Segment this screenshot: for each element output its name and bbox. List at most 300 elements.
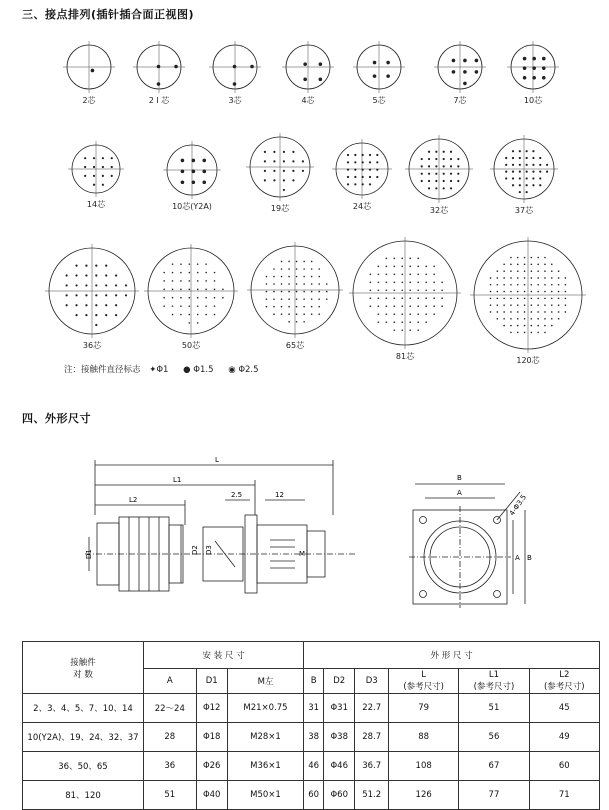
- table-header-cell: L2 (参考尺寸): [529, 669, 599, 694]
- contact-pin: [205, 314, 207, 316]
- contact-pin: [417, 313, 419, 315]
- contact-pin: [531, 291, 533, 293]
- table-cell: 88: [389, 723, 459, 752]
- dim-B-top: B: [457, 474, 462, 482]
- pin-layout-item: [246, 241, 344, 351]
- contact-pin: [302, 170, 304, 172]
- contact-pin: [417, 329, 419, 331]
- contact-pin: [551, 311, 553, 313]
- pin-layout-item: [348, 236, 462, 362]
- contact-pin: [425, 281, 427, 283]
- contact-pin: [421, 173, 423, 175]
- contact-pin: [95, 284, 97, 286]
- table-cell: 28: [144, 723, 197, 752]
- contact-pin: [75, 294, 77, 296]
- contact-pin: [266, 291, 268, 293]
- contact-pin: [417, 289, 419, 291]
- contact-pin: [296, 321, 298, 323]
- contact-pin: [435, 158, 437, 160]
- pin-layout-diagram: [67, 140, 125, 198]
- contact-pin: [517, 332, 519, 334]
- table-cell: 60: [529, 752, 599, 781]
- contact-pin: [311, 298, 313, 300]
- contact-pin: [565, 291, 567, 293]
- contact-pin: [347, 154, 349, 156]
- contact-pin: [214, 280, 216, 282]
- contact-pin: [409, 297, 411, 299]
- pin-layout-diagram: [143, 243, 239, 339]
- contact-pin: [505, 157, 507, 159]
- contact-pin: [544, 277, 546, 279]
- contact-pin: [362, 183, 364, 185]
- contact-pin: [84, 175, 86, 177]
- contact-pin: [197, 289, 199, 291]
- contact-pin: [66, 274, 68, 276]
- contact-pin: [273, 160, 275, 162]
- contact-pin: [385, 321, 387, 323]
- contact-pin: [311, 313, 313, 315]
- contact-pin: [105, 265, 107, 267]
- pin-layout-item: [281, 40, 335, 106]
- contact-pin: [393, 273, 395, 275]
- contact-pin: [417, 321, 419, 323]
- contact-pin: [202, 170, 206, 174]
- contact-pin: [409, 321, 411, 323]
- contact-pin: [517, 311, 519, 313]
- contact-pin: [441, 281, 443, 283]
- contact-pin: [163, 289, 165, 291]
- contact-pin: [524, 332, 526, 334]
- contact-pin: [401, 321, 403, 323]
- contact-pin: [189, 322, 191, 324]
- contact-pin: [303, 321, 305, 323]
- contact-pin: [512, 164, 514, 166]
- contact-pin: [401, 281, 403, 283]
- contact-pin: [544, 332, 546, 334]
- contact-pin: [75, 304, 77, 306]
- contact-pin: [115, 284, 117, 286]
- pin-layout-diagram: [132, 40, 186, 94]
- contact-pin: [517, 325, 519, 327]
- contact-pin: [311, 291, 313, 293]
- table-cell: 38: [304, 723, 324, 752]
- pin-layout-diagram: [331, 138, 393, 200]
- contact-pin: [288, 321, 290, 323]
- pin-layout-label: 5芯: [372, 96, 386, 105]
- table-cell: 67: [459, 752, 529, 781]
- contact-pin: [503, 298, 505, 300]
- contact-pin: [532, 164, 534, 166]
- contact-pin: [189, 289, 191, 291]
- contact-pin: [91, 69, 95, 73]
- contact-pin: [205, 272, 207, 274]
- table-header-cell: L1 (参考尺寸): [459, 669, 529, 694]
- contact-pin: [503, 270, 505, 272]
- contact-pin: [105, 314, 107, 316]
- contact-pin: [214, 289, 216, 291]
- dim-2-5: 2.5: [231, 491, 243, 499]
- contact-pin: [85, 294, 87, 296]
- contact-pin: [441, 297, 443, 299]
- contact-pin: [102, 184, 104, 186]
- contact-pin: [457, 173, 459, 175]
- contact-pin: [497, 298, 499, 300]
- contact-pin: [532, 171, 534, 173]
- contact-pin: [401, 258, 403, 260]
- table-cell: Φ60: [324, 781, 355, 810]
- contact-pin: [401, 289, 403, 291]
- contact-pin: [539, 184, 541, 186]
- pin-layout-item: [404, 134, 474, 216]
- contact-pin: [373, 61, 377, 65]
- contact-pin: [205, 305, 207, 307]
- contact-pin: [302, 160, 304, 162]
- contact-pin: [125, 284, 127, 286]
- contact-pin: [393, 266, 395, 268]
- contact-pin: [463, 82, 467, 86]
- contact-pin: [376, 161, 378, 163]
- contact-pin: [283, 170, 285, 172]
- contact-pin: [378, 289, 380, 291]
- contact-pin: [428, 158, 430, 160]
- contact-pin: [326, 298, 328, 300]
- contact-pin: [544, 325, 546, 327]
- pin-layout-label: 10芯: [523, 96, 543, 105]
- contact-pin: [526, 184, 528, 186]
- pin-layout-label: 4芯: [301, 96, 315, 105]
- pin-layout-diagram: [246, 241, 344, 339]
- contact-pin: [125, 294, 127, 296]
- contact-pin: [510, 277, 512, 279]
- contact-pin: [95, 274, 97, 276]
- contact-pin: [378, 305, 380, 307]
- contact-pin: [233, 65, 237, 69]
- dim-M: M: [299, 550, 306, 558]
- contact-pin: [288, 313, 290, 315]
- contact-pin: [532, 66, 536, 70]
- contact-pin: [66, 294, 68, 296]
- table-cell: 77: [459, 781, 529, 810]
- contact-pin: [443, 158, 445, 160]
- contact-pin: [296, 276, 298, 278]
- contact-pin: [519, 164, 521, 166]
- contact-pin: [281, 268, 283, 270]
- contact-pin: [401, 266, 403, 268]
- contact-pin: [443, 173, 445, 175]
- contact-pin: [510, 311, 512, 313]
- contact-pin: [347, 161, 349, 163]
- contact-pin: [102, 166, 104, 168]
- contact-pin: [537, 264, 539, 266]
- contact-pin: [281, 276, 283, 278]
- pin-layout-item: [469, 236, 587, 366]
- table-cell: 10(Y2A)、19、24、32、37: [23, 723, 144, 752]
- contact-pin: [428, 165, 430, 167]
- contact-pin: [531, 325, 533, 327]
- contact-pin: [433, 273, 435, 275]
- contact-pin: [546, 164, 548, 166]
- contact-pin: [354, 169, 356, 171]
- contact-pin: [526, 171, 528, 173]
- contact-pin: [318, 298, 320, 300]
- pin-layout-item: [44, 243, 140, 351]
- pin-layout-label: 65芯: [285, 341, 305, 350]
- contact-pin: [417, 273, 419, 275]
- contact-pin: [435, 165, 437, 167]
- contact-pin: [537, 257, 539, 259]
- contact-pin: [266, 306, 268, 308]
- contact-pin: [296, 283, 298, 285]
- note-d1: ✦Φ1: [149, 365, 169, 375]
- contact-pin: [303, 276, 305, 278]
- contact-pin: [490, 311, 492, 313]
- contact-pin: [401, 313, 403, 315]
- table-row: [23, 781, 600, 810]
- contact-pin: [524, 304, 526, 306]
- group-outline: 外 形 尺 寸: [304, 642, 600, 669]
- contact-pin: [93, 166, 95, 168]
- group-install: 安 装 尺 寸: [144, 642, 304, 669]
- contact-pin: [532, 157, 534, 159]
- contact-pin: [558, 318, 560, 320]
- contact-pin: [264, 160, 266, 162]
- contact-pin: [115, 304, 117, 306]
- contact-pin: [180, 314, 182, 316]
- contact-pin: [443, 180, 445, 182]
- contact-pin: [318, 283, 320, 285]
- note-d15: ● Φ1.5: [183, 365, 214, 375]
- contact-pin: [319, 62, 323, 66]
- contact-pin: [497, 291, 499, 293]
- contact-pin: [558, 284, 560, 286]
- contact-pin: [189, 297, 191, 299]
- contact-pin: [503, 318, 505, 320]
- contact-pin: [111, 175, 113, 177]
- contact-pin: [163, 272, 165, 274]
- contact-pin: [281, 313, 283, 315]
- table-cell: 36: [144, 752, 197, 781]
- pin-layout-label: 120芯: [516, 356, 540, 365]
- table-cell: 46: [304, 752, 324, 781]
- contact-pin: [524, 298, 526, 300]
- contact-pin: [362, 176, 364, 178]
- table-cell: 51: [459, 694, 529, 723]
- contact-pin: [510, 332, 512, 334]
- contact-pin: [189, 263, 191, 265]
- table-cell: 108: [389, 752, 459, 781]
- contact-pin: [370, 273, 372, 275]
- contact-pin: [421, 180, 423, 182]
- dim-L: L: [215, 456, 219, 464]
- contact-pin: [544, 270, 546, 272]
- pin-layout-diagram: [62, 40, 116, 94]
- contact-pin: [281, 283, 283, 285]
- contact-pin: [362, 154, 364, 156]
- contact-pin: [172, 297, 174, 299]
- contact-pin: [378, 273, 380, 275]
- contact-pin: [452, 59, 456, 63]
- table-cell: 2、3、4、5、7、10、14: [23, 694, 144, 723]
- pin-layout-label: 14芯: [86, 200, 106, 209]
- contact-pin: [519, 157, 521, 159]
- contact-pin: [157, 82, 161, 86]
- table-cell: 49: [529, 723, 599, 752]
- outline-title: 四、外形尺寸: [22, 412, 91, 425]
- contact-pin: [409, 313, 411, 315]
- contact-pin: [163, 297, 165, 299]
- pin-layout-label: 50芯: [181, 341, 201, 350]
- contact-pin: [512, 177, 514, 179]
- contact-pin: [425, 321, 427, 323]
- pin-layout-diagram: [162, 140, 222, 200]
- contact-pin: [93, 175, 95, 177]
- contact-pin: [443, 165, 445, 167]
- contact-pin: [181, 159, 185, 163]
- contact-pin: [172, 280, 174, 282]
- contact-pin: [409, 305, 411, 307]
- contact-pin: [558, 291, 560, 293]
- contact-pin: [510, 257, 512, 259]
- pin-layout-diagram: [433, 40, 487, 94]
- dim-holes: 4-Φ3.5: [508, 493, 529, 518]
- contact-pin: [378, 321, 380, 323]
- side-view-drawing: [85, 455, 375, 605]
- contact-pin: [505, 177, 507, 179]
- contact-pin: [490, 277, 492, 279]
- table-header-cell: D3: [355, 669, 389, 694]
- contact-pin: [524, 284, 526, 286]
- contact-pin: [490, 284, 492, 286]
- contact-pin: [105, 284, 107, 286]
- pin-layout-item: [489, 134, 559, 216]
- contact-pin: [347, 183, 349, 185]
- contact-pin: [425, 305, 427, 307]
- contact-pin: [433, 305, 435, 307]
- contact-pin: [180, 263, 182, 265]
- contact-pin: [519, 191, 521, 193]
- contact-pin: [273, 283, 275, 285]
- contact-pin: [347, 169, 349, 171]
- contact-pin: [385, 281, 387, 283]
- contact-pin: [551, 291, 553, 293]
- contact-pin: [401, 273, 403, 275]
- contact-pin: [273, 179, 275, 181]
- contact-pin: [551, 270, 553, 272]
- contact-pin: [75, 274, 77, 276]
- contact-pin: [542, 57, 546, 61]
- contact-pin: [441, 289, 443, 291]
- contact-pin: [102, 157, 104, 159]
- contact-pin: [222, 297, 224, 299]
- contact-pin: [311, 306, 313, 308]
- contact-pin: [517, 304, 519, 306]
- contact-pin: [370, 281, 372, 283]
- contact-pin: [519, 184, 521, 186]
- contact-pin: [417, 305, 419, 307]
- contact-pin: [524, 270, 526, 272]
- contact-pin: [510, 298, 512, 300]
- contact-pin: [197, 314, 199, 316]
- contact-pin: [376, 169, 378, 171]
- contact-pin: [273, 306, 275, 308]
- contact-pin: [531, 270, 533, 272]
- pin-layout-item: [62, 40, 116, 106]
- contact-pin: [373, 74, 377, 78]
- table-cell: 36.7: [355, 752, 389, 781]
- contact-pin: [526, 150, 528, 152]
- note-prefix: 注：接触件直径标志: [64, 365, 141, 375]
- contact-pin: [281, 306, 283, 308]
- contact-pin: [523, 76, 527, 80]
- table-cell: 28.7: [355, 723, 389, 752]
- contact-pin: [393, 281, 395, 283]
- contact-pin: [303, 62, 307, 66]
- contact-pin: [354, 161, 356, 163]
- contact-pin: [266, 283, 268, 285]
- contact-pin: [303, 291, 305, 293]
- contact-pin: [417, 281, 419, 283]
- dim-D3: D3: [205, 545, 213, 555]
- contact-pin: [283, 151, 285, 153]
- contact-pin: [281, 291, 283, 293]
- contact-pin: [362, 161, 364, 163]
- contact-pin: [558, 270, 560, 272]
- contact-pin: [264, 151, 266, 153]
- contact-pin: [433, 281, 435, 283]
- contact-pin: [281, 261, 283, 263]
- table-header-cell: D2: [324, 669, 355, 694]
- contact-pin: [433, 266, 435, 268]
- contact-pin: [197, 297, 199, 299]
- contact-pin: [524, 318, 526, 320]
- contact-pin: [369, 169, 371, 171]
- table-cell: 51.2: [355, 781, 389, 810]
- contact-pin: [544, 318, 546, 320]
- contact-pin: [425, 266, 427, 268]
- contact-pin: [475, 70, 479, 74]
- contact-pin: [526, 164, 528, 166]
- contact-pin: [93, 184, 95, 186]
- pin-layout-diagram: [44, 243, 140, 339]
- pin-layout-diagram: [245, 132, 315, 202]
- contact-pin: [558, 304, 560, 306]
- contact-pin: [318, 291, 320, 293]
- contact-pin: [354, 154, 356, 156]
- contact-pin: [450, 180, 452, 182]
- contact-pin: [503, 291, 505, 293]
- table-cell: 22.7: [355, 694, 389, 723]
- contact-pin: [457, 180, 459, 182]
- contact-pin: [303, 313, 305, 315]
- contact-pin: [524, 325, 526, 327]
- contact-pin: [172, 305, 174, 307]
- contact-pin: [95, 294, 97, 296]
- contact-pin: [519, 177, 521, 179]
- contact-pin: [172, 289, 174, 291]
- contact-pin: [303, 283, 305, 285]
- contact-pin: [565, 277, 567, 279]
- contact-pin: [174, 65, 178, 69]
- contact-pin: [393, 313, 395, 315]
- contact-pin: [505, 171, 507, 173]
- contact-pin: [354, 176, 356, 178]
- contact-pin: [385, 305, 387, 307]
- pin-layout-diagram: [489, 134, 559, 204]
- table-cell: M28×1: [227, 723, 303, 752]
- contact-pin: [181, 180, 185, 184]
- contact-pin: [281, 298, 283, 300]
- contact-pin: [115, 294, 117, 296]
